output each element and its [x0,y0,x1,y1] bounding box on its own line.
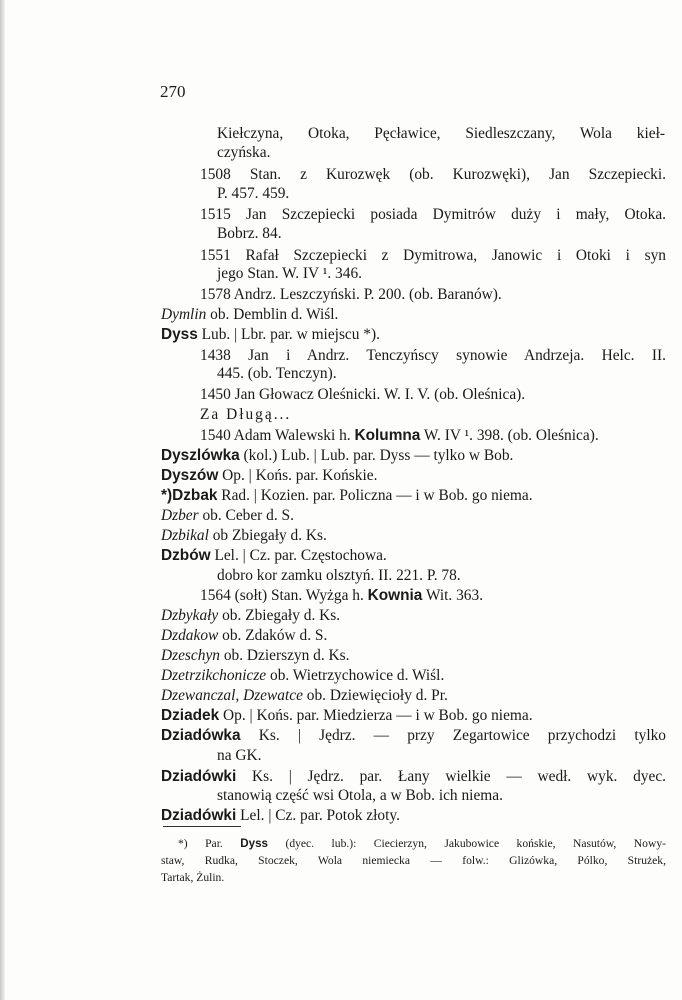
text-line: czyńska. [217,144,271,161]
entry-headword: Dzetrzikchonicze [161,667,267,684]
entry-headword: Dyszów [161,467,219,484]
entry-headword: Dymlin [161,306,207,323]
entry-line: Dyszów Op. | Końs. par. Końskie. [161,467,378,484]
footnote-line: *) Par. Dyss (dyec. lub.): Ciecierzyn, Jakubowice końskie, Nasutów, Nowy- [178,837,666,850]
footnote-headword: Dyss [240,837,268,850]
page-number: 270 [160,82,186,101]
entry-line: Dziadówki Lel. | Cz. par. Potok złoty. [161,807,400,824]
entry-headword: Dzbikal [161,527,209,544]
entry-line: Dzbów Lel. | Cz. par. Częstochowa. [161,547,387,564]
text-line: dobro kor zamku olsztyń. II. 221. P. 78. [217,567,461,584]
entry-headword: Dzeschyn [161,647,220,664]
text-line: 1450 Jan Głowacz Oleśnicki. W. I. V. (ob. Oleśnica). [200,386,526,403]
entry-headword: Dzdakow [161,627,219,644]
entry-line: Dyszlówka (kol.) Lub. | Lub. par. Dyss — tylko w Bob. [161,447,514,464]
entry-line: Dziadek Op. | Końs. par. Miedzierza — i w Bob. go niema. [161,707,533,724]
entry-headword: Dyss [161,326,198,343]
entry-headword: *)Dzbak [161,487,218,504]
footnote-line: Tartak, Żulin. [161,871,225,884]
entry-line: *)Dzbak Rad. | Kozien. par. Policzna — i w Bob. go niema. [161,487,533,504]
text-line: 1508 Stan. z Kurozwęk (ob. Kurozwęki), Jan Szczepiecki. [200,166,666,183]
text-line: jego Stan. W. IV ¹. 346. [217,265,362,282]
text-line: Za Długą... [200,406,292,423]
entry-line: Dzetrzikchonicze ob. Wietrzychowice d. Wiśl. [161,667,445,684]
entry-line: Dzewanczal, Dzewatce ob. Dziewięcioły d. Pr. [161,687,448,704]
text-line: 1564 (sołt) Stan. Wyżga h. Kownia Wit. 363. [200,587,484,604]
footnote-rule [163,826,241,827]
entry-line: Dziadówki Ks. | Jędrz. par. Łany wielkie — wedł. wyk. dyec. [161,768,666,785]
text-line: 1438 Jan i Andrz. Tenczyńscy synowie Andrzeja. Helc. II. [200,347,666,364]
page-edge-shadow [0,0,5,1000]
coat-of-arms: Kownia [367,587,423,604]
footnote-line: staw, Rudka, Stoczek, Wola niemiecka — folw.: Glizówka, Pólko, Strużek, [161,854,666,867]
entry-headword: Dzbykały [161,607,219,624]
text-line: 1551 Rafał Szczepiecki z Dymitrowa, Janowic i Otoki i syn [200,247,666,264]
entry-line: Dzeschyn ob. Dzierszyn d. Ks. [161,647,350,664]
entry-line: Dzber ob. Ceber d. S. [161,507,294,524]
text-line: Bobrz. 84. [217,225,282,242]
text-line: na GK. [217,747,262,764]
text-line: P. 457. 459. [217,185,290,202]
text-line: 445. (ob. Tenczyn). [217,365,337,382]
entry-line: Dymlin ob. Demblin d. Wiśl. [161,306,339,323]
entry-line: Dzbykały ob. Zbiegały d. Ks. [161,607,341,624]
entry-headword: Dzewanczal, Dzewatce [161,687,303,704]
entry-headword: Dziadówka [161,727,241,744]
entry-line: Dzbikal ob Zbiegały d. Ks. [161,527,327,544]
text-line: 1578 Andrz. Leszczyński. P. 200. (ob. Baranów). [200,286,502,303]
coat-of-arms: Kolumna [354,427,421,444]
entry-headword: Dziadówki [161,768,237,785]
text-line: 1540 Adam Walewski h. Kolumna W. IV ¹. 398. (ob. Oleśnica). [200,427,599,444]
text-line: Kiełczyna, Otoka, Pęcławice, Siedleszczany, Wola kieł- [217,125,665,142]
entry-line: Dyss Lub. | Lbr. par. w miejscu *). [161,326,380,343]
entry-line: Dzdakow ob. Zdaków d. S. [161,627,328,644]
entry-headword: Dzber [161,507,199,524]
entry-headword: Dzbów [161,547,211,564]
entry-headword: Dziadek [161,707,220,724]
text-line: stanowią część wsi Otola, a w Bob. ich niema. [217,787,503,804]
entry-headword: Dyszlówka [161,447,240,464]
text-line: 1515 Jan Szczepiecki posiada Dymitrów duży i mały, Otoka. [200,206,666,223]
entry-headword: Dziadówki [161,807,237,824]
entry-line: Dziadówka Ks. | Jędrz. — przy Zegartowice przychodzi tylko [161,727,666,744]
